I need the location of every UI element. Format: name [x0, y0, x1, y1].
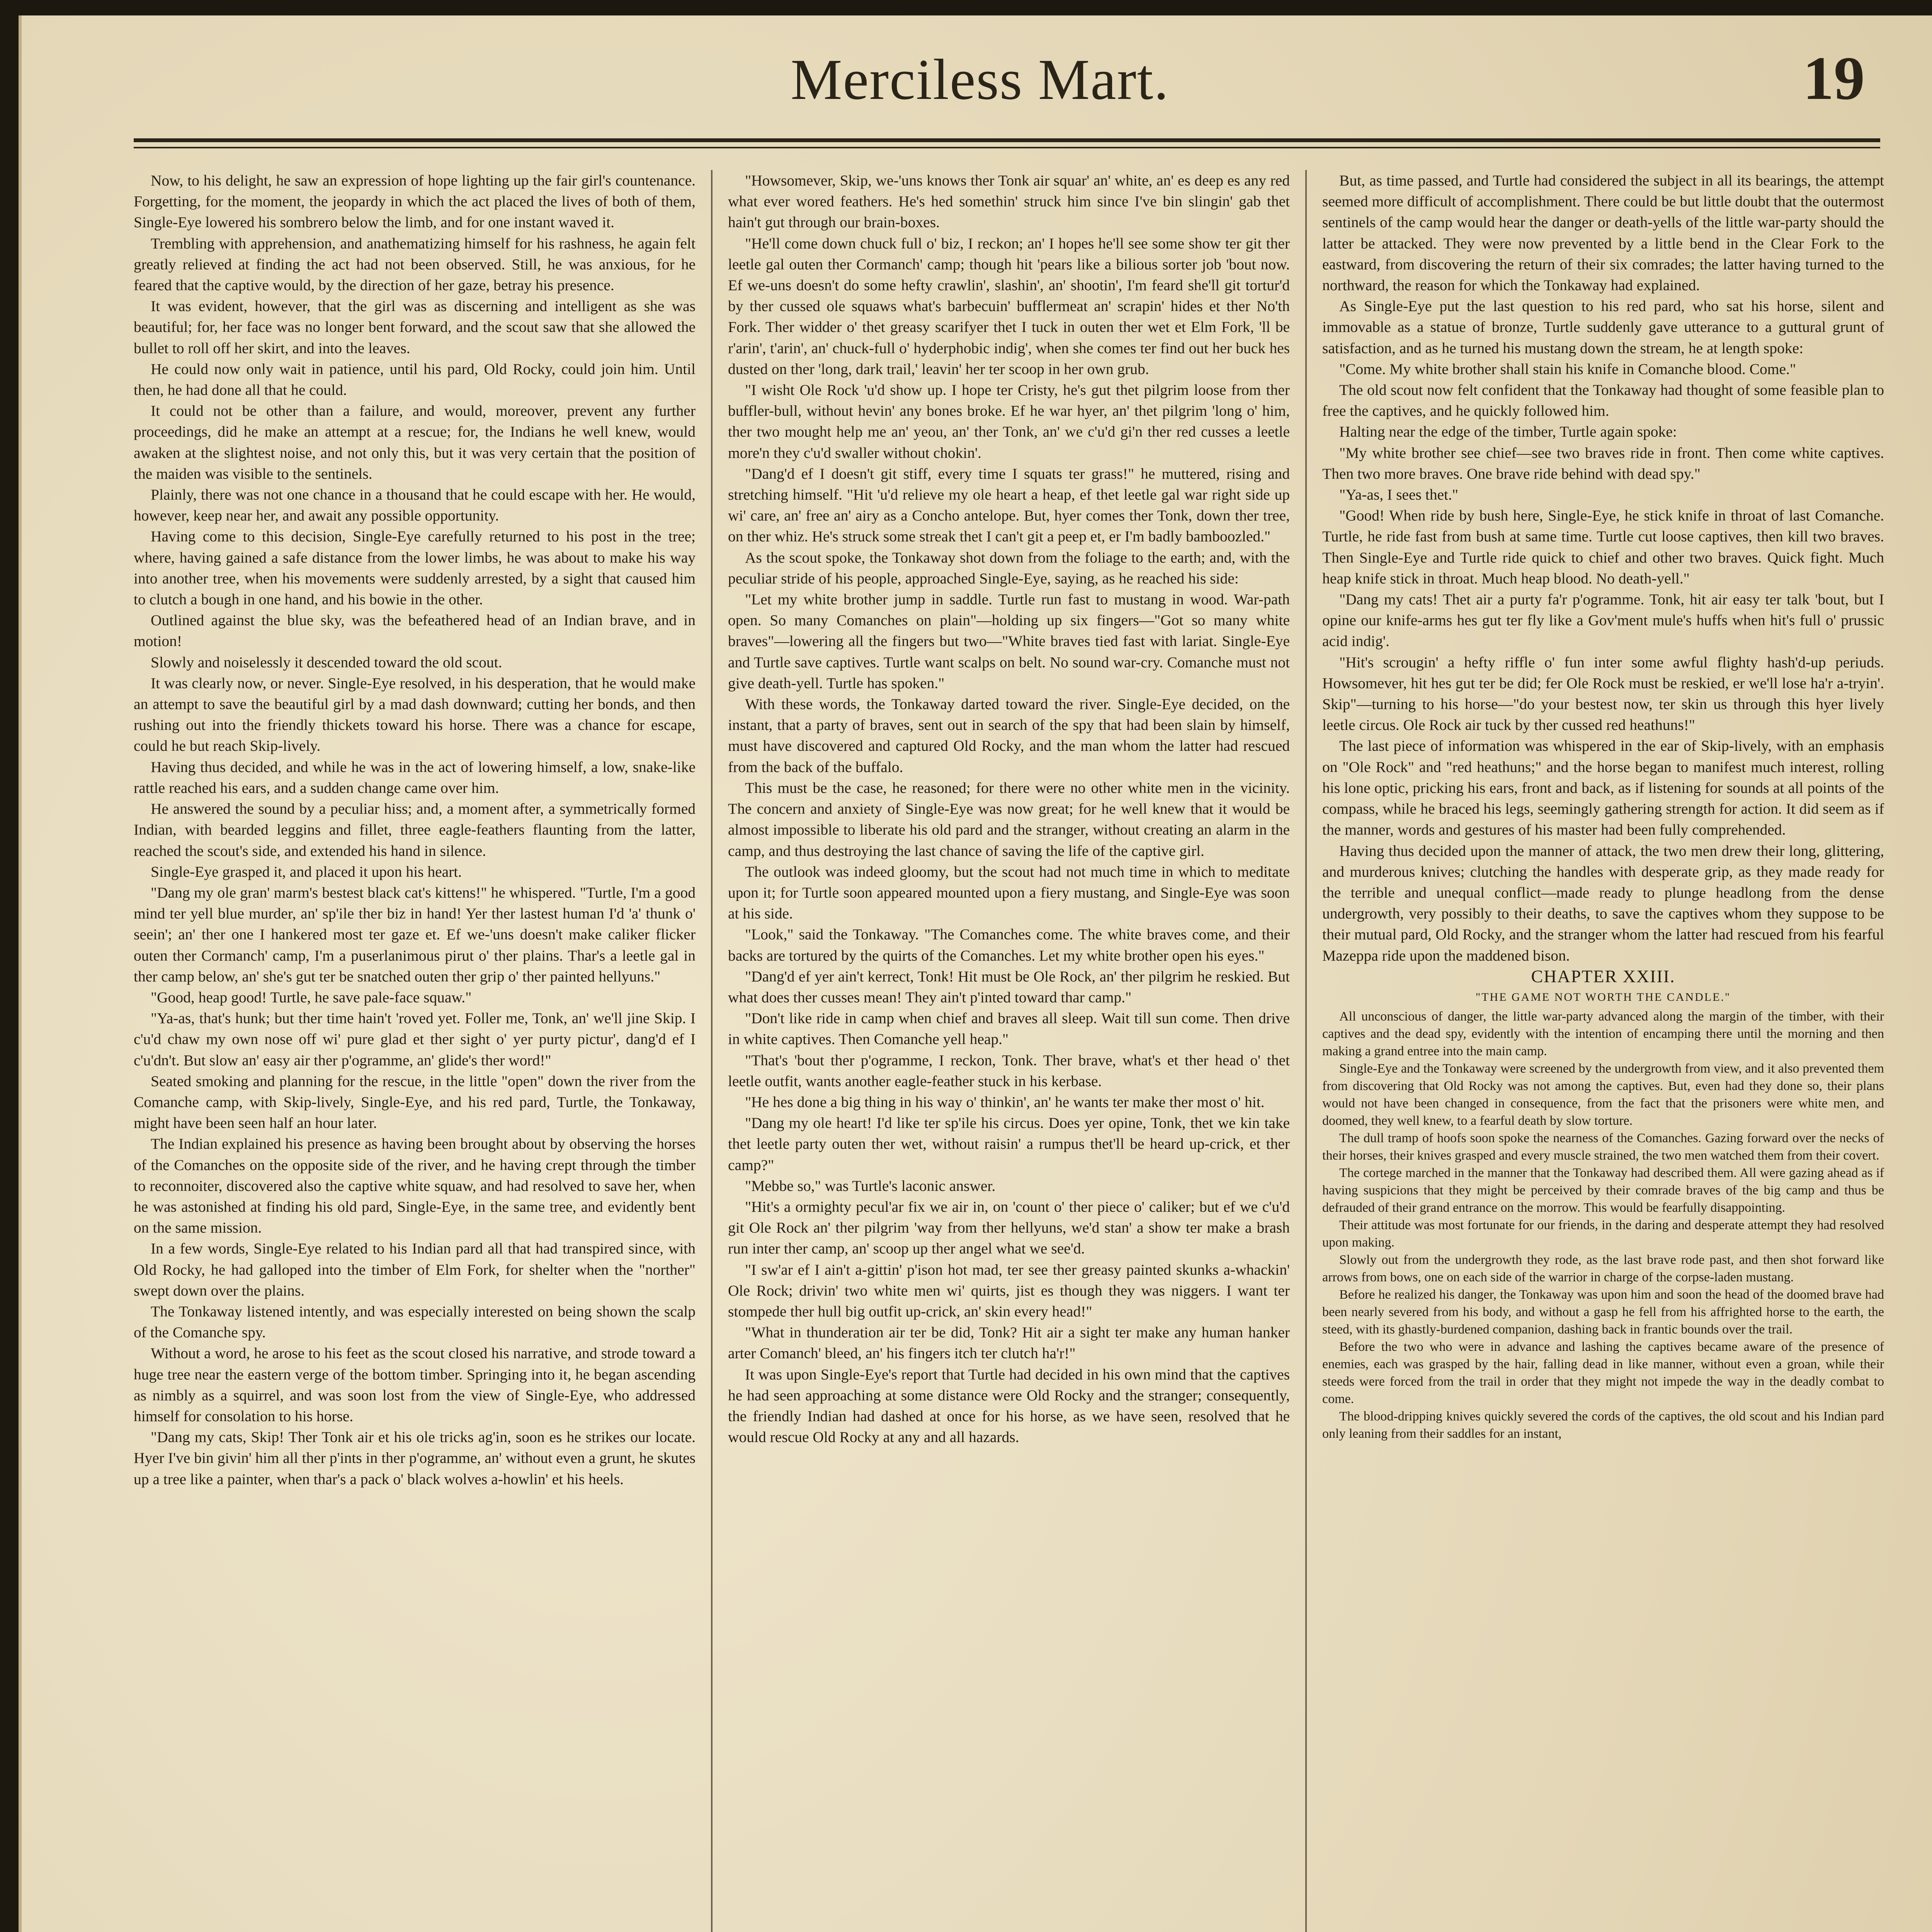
page-header: [22, 31, 1932, 128]
chapter-heading: CHAPTER XXIII.: [1531, 966, 1675, 986]
paragraph: Slowly out from the undergrowth they rode, as the last brave rode past, and then shot forward like arrows from bows, one on each side of the warrior in charge of the corpse-laden mustang.: [1322, 1253, 1884, 1285]
paragraph: Single-Eye and the Tonkaway were screened by the undergrowth from view, and it also prevented them from discovering that Old Rocky was not among the captives. But, even had they done so, their plans would not have been changed in consequence, from the fact that the prisoners were white men, and doomed, they well knew, to a fearful death by slow torture.: [1322, 1061, 1884, 1128]
paragraph: "Come. My white brother shall stain his knife in Comanche blood. Come.": [1339, 360, 1796, 378]
paragraph: All unconscious of danger, the little war-party advanced along the margin of the timber, with their captives and the dead spy, evidently with the intention of encamping there until the morning and then making a grand entree into the main camp.: [1322, 1009, 1884, 1059]
header-rule-thick: [134, 138, 1880, 142]
paragraph: It was evident, however, that the girl was as discerning and intelligent as she was beautiful; for, her face was no longer bent forward, and the scout saw that she allowed the bullet to roll off her skirt, and into the leaves.: [134, 298, 696, 357]
paragraph: "Ya-as, I sees thet.": [1339, 486, 1458, 503]
paragraph: "Dang'd ef I doesn't git stiff, every time I squats ter grass!" he muttered, rising and stretching himself. "Hit 'u'd relieve my ole heart a heap, ef thet leetle gal war right side up wi' care, an' free an' airy as a Concho antelope. But, hyer comes ther Tonk, down ther tree, on ther whiz. He's struck some streak thet I can't git a peep et, er I'm badly bamboozled.": [728, 465, 1290, 545]
running-title: Merciless Mart.: [791, 48, 1169, 112]
paragraph: As the scout spoke, the Tonkaway shot down from the foliage to the earth; and, with the peculiar stride of his people, approached Single-Eye, saying, as he reached his side:: [728, 549, 1290, 587]
paragraph: Their attitude was most fortunate for our friends, in the daring and desperate attempt they had resolved upon making.: [1322, 1218, 1884, 1250]
paragraph: He could now only wait in patience, until his pard, Old Rocky, could join him. Until then, he had done all that he could.: [134, 360, 696, 399]
paragraph: In a few words, Single-Eye related to his Indian pard all that had transpired since, with Old Rocky, he had galloped into the timber of Elm Fork, for shelter when the "norther" swept down over the plains.: [134, 1240, 696, 1299]
paragraph: "Dang my ole gran' marm's bestest black cat's kittens!" he whispered. "Turtle, I'm a good mind ter yell blue murder, an' sp'ile ther biz in hand! Yer ther lastest human I'd 'a' thunk o' seein'; an' ther one I hankered most ter gaze et. Ef we-'uns doesn't make caliker flicker outen ther Cormanch' camp, I'm a puserlanimous pirut o' ther plains. Thar's a leetle gal in ther camp below, an' she's gut ter be snatched outen ther grip o' ther painted hellyuns.": [134, 884, 696, 985]
paragraph: "Hit's scrougin' a hefty riffle o' fun inter some awful flighty hash'd-up periuds. Howsomever, hit hes gut ter be did; fer Ole Rock must be reskied, er we'll lose ha'r a-tryin'. Skip"—turning to his horse—"do your bestest now, ter skin us through this hyer lively leetle circus. Ole Rock air tuck by ther cussed red heathuns!": [1322, 653, 1884, 734]
paragraph: "Dang my cats, Skip! Ther Tonk air et his ole tricks ag'in, soon es he strikes our locate. Hyer I've bin givin' him all ther p'ints in ther p'ogramme, an' without even a grunt, he skutes up a tree like a painter, when thar's a pack o' black wolves a-howlin' et his heels.: [134, 1429, 696, 1488]
paragraph: Plainly, there was not one chance in a thousand that he could escape with her. He would, however, keep near her, and await any possible opportunity.: [134, 486, 696, 524]
paragraph: "Dang my ole heart! I'd like ter sp'ile his circus. Does yer opine, Tonk, thet we kin take thet leetle party outen ther wet, without raisin' a rumpus thet'll be heard up-crick, et ther camp?": [728, 1114, 1290, 1173]
paragraph: With these words, the Tonkaway darted toward the river. Single-Eye decided, on the instant, that a party of braves, sent out in search of the spy that had been slain by himself, must have discovered and captured Old Rocky, and the man whom the latter had rescued from the back of the buffalo.: [728, 696, 1290, 776]
paragraph: "My white brother see chief—see two braves ride in front. Then come white captives. Then two more braves. One brave ride behind with dead spy.": [1322, 444, 1884, 482]
paragraph: He answered the sound by a peculiar hiss; and, a moment after, a symmetrically formed Indian, with bearded leggins and fillet, three eagle-feathers flaunting from the latter, reached the scout's side, and extended his hand in silence.: [134, 800, 696, 859]
paragraph: "Howsomever, Skip, we-'uns knows ther Tonk air squar' an' white, an' es deep es any red what ever wored feathers. He's hed somethin' struck him since I've bin slingin' gab thet hain't gut through our brain-boxes.: [728, 172, 1290, 231]
paragraph: As Single-Eye put the last question to his red pard, who sat his horse, silent and immovable as a statue of bronze, Turtle suddenly gave utterance to a guttural grunt of satisfaction, and as he turned his mustang down the stream, he at length spoke:: [1322, 298, 1884, 357]
paragraph: "Dang my cats! Thet air a purty fa'r p'ogramme. Tonk, hit air easy ter talk 'bout, but I opine our knife-arms hes gut ter fly like a Gov'ment mule's huffs when hit's full o' prussic acid indig'.: [1322, 591, 1884, 650]
paragraph: The dull tramp of hoofs soon spoke the nearness of the Comanches. Gazing forward over the necks of their horses, their knives grasped and every muscle strained, the two men watched them from their covert.: [1322, 1131, 1884, 1163]
paragraph: The Indian explained his presence as having been brought about by observing the horses of the Comanches on the opposite side of the river, and he having crept through the timber to reconnoiter, discovered also the captive white squaw, and had resolved to save her, when he was astonished at finding his old pard, Single-Eye, in the same tree, and evidently bent on the same mission.: [134, 1135, 696, 1236]
paragraph: The Tonkaway listened intently, and was especially interested on being shown the scalp of the Comanche spy.: [134, 1303, 696, 1341]
paragraph: Having thus decided, and while he was in the act of lowering himself, a low, snake-like rattle reached his ears, and a sudden change came over him.: [134, 758, 696, 796]
paragraph: The outlook was indeed gloomy, but the scout had not much time in which to meditate upon it; for Turtle soon appeared mounted upon a fiery mustang, and Single-Eye was soon at his side.: [728, 863, 1290, 922]
paragraph: Having come to this decision, Single-Eye carefully returned to his post in the tree; where, having gained a safe distance from the lower limbs, he was about to make his way into another tree, when his movements were suddenly arrested, by a sight that caused him to clutch a bough in one hand, and his bowie in the other.: [134, 528, 696, 608]
paragraph: "Good, heap good! Turtle, he save pale-face squaw.": [151, 988, 472, 1006]
paragraph: Trembling with apprehension, and anathematizing himself for his rashness, he again felt greatly relieved at finding the act had not been observed. Still, he was anxious, for he feared that the captive would, by the direction of her gaze, betray his presence.: [134, 235, 696, 294]
paragraph: "I sw'ar ef I ain't a-gittin' p'ison hot mad, ter see ther greasy painted skunks a-whackin' Ole Rock; drivin' two white men wi' quirts, jist es though they was niggers. I want ter stompede ther hull big outfit up-crick, an' skin every head!": [728, 1261, 1290, 1320]
paragraph: Before he realized his danger, the Tonkaway was upon him and soon the head of the doomed brave had been nearly severed from his body, and without a gasp he fell from his affrighted horse to the earth, the steed, with its ghastly-burdened companion, dashing back in frantic bounds over the trail.: [1322, 1287, 1884, 1337]
paragraph: "Good! When ride by bush here, Single-Eye, he stick knife in throat of last Comanche. Turtle, he ride fast from bush at same time. Turtle cut loose captives, then kill two braves. Then Single-Eye and Turtle ride quick to chief and other two braves. Quick fight. Much heap knife stick in throat. Much heap blood. No death-yell.": [1322, 507, 1884, 587]
column-right-paragraphs: [1322, 170, 1884, 966]
column-right: [1305, 170, 1884, 1932]
chapter-subtitle: "THE GAME NOT WORTH THE CANDLE.": [1475, 990, 1731, 1003]
paragraph: It was upon Single-Eye's report that Turtle had decided in his own mind that the captives he had seen approaching at some distance were Old Rocky and the stranger; consequently, the friendly Indian had dashed at once for his horse, as we have seen, resolved that he would rescue Old Rocky at any and all hazards.: [728, 1366, 1290, 1446]
paragraph: Without a word, he arose to his feet as the scout closed his narrative, and strode toward a huge tree near the eastern verge of the bottom timber. Springing into it, he began ascending as nimbly as a squirrel, and was soon lost from the view of Single-Eye, who addressed himself for consolation to his horse.: [134, 1345, 696, 1425]
column-left: [134, 170, 696, 1932]
column-right-chapter-paragraphs: [1322, 1008, 1884, 1442]
paragraph: "I wisht Ole Rock 'u'd show up. I hope ter Cristy, he's gut thet pilgrim loose from ther buffler-bull, without hevin' any bones broke. Ef he war hyer, an' thet pilgrim 'long o' him, ther two mought help me an' yeou, an' ther Tonk, an' we c'u'd gi'n ther red cusses a leetle more'n they c'u'd swaller without chokin'.: [728, 381, 1290, 461]
paragraph: "He'll come down chuck full o' biz, I reckon; an' I hopes he'll see some show ter git ther leetle gal outen ther Cormanch' camp; though hit 'pears like a bilious sorter job 'bout now. Ef we-uns doesn't do some hefty crawlin', slashin', an' shootin', I'm feard she'll git tortur'd by ther cussed ole squaws what's barbecuin' bufflermeat an' scrapin' hides et ther No'th Fork. Ther widder o' thet greasy scarifyer thet I tuck in outen ther wet et Elm Fork, 'll be r'arin', t'arin', an' chuck-full o' hyderphobic indig', when she comes ter find out her buck hes dusted on ther 'long, dark trail,' leavin' her ter scoop in her own grub.: [728, 235, 1290, 378]
paragraph: "Ya-as, that's hunk; but ther time hain't 'roved yet. Foller me, Tonk, an' we'll jine Skip. I c'u'd chaw my own nose off wi' pure glad et ther sight o' yer purty pictur', dang'd ef I c'u'dn't. But slow an' easy air ther p'ogramme, an' glide's ther word!": [134, 1010, 696, 1069]
paragraph: Slowly and noiselessly it descended toward the old scout.: [151, 653, 502, 671]
paragraph: Having thus decided upon the manner of attack, the two men drew their long, glittering, and murderous knives; clutching the handles with desperate grip, as they made ready for the terrible and unequal conflict—made ready to plunge headlong from the dense undergrowth, very possibly to their deaths, to save the captives whom they suppose to be their mutual pard, Old Rocky, and the stranger whom the latter had rescued from his fearful Mazeppa ride upon the maddened bison.: [1322, 842, 1884, 964]
paragraph: "He hes done a big thing in his way o' thinkin', an' he wants ter make ther most o' hit.: [745, 1093, 1265, 1111]
header-rule-thin: [134, 147, 1880, 148]
paragraph: The cortege marched in the manner that the Tonkaway had described them. All were gazing ahead as if having suspicions that they might be perceived by their comrade braves of the big camp and thus be defrauded of their grand entrance on the morrow. This would be fearfully disappointing.: [1322, 1166, 1884, 1215]
paragraph: It could not be other than a failure, and would, moreover, prevent any further proceedings, did he make an attempt at a rescue; for, the Indians he well knew, would awaken at the slightest noise, and not only this, but it was very certain that the position of the maiden was visible to the sentinels.: [134, 402, 696, 482]
paragraph: Outlined against the blue sky, was the befeathered head of an Indian brave, and in motion!: [134, 612, 696, 650]
paragraph: The last piece of information was whispered in the ear of Skip-lively, with an emphasis on "Ole Rock" and "red heathuns;" and the horse began to manifest much interest, rolling his lone optic, pricking his ears, front and back, as if listening for sounds at all points of the compass, while he braced his legs, seemingly gathering strength for action. It did seem as if the manner, words and gestures of his master had been fully comprehended.: [1322, 737, 1884, 838]
paragraph: "Mebbe so," was Turtle's laconic answer.: [745, 1177, 996, 1194]
paragraph: "Let my white brother jump in saddle. Turtle run fast to mustang in wood. War-path open. So many Comanches on plain"—holding up six fingers—"Got so many white braves"—lowering all the fingers but two—"White braves tied fast with lariat. Single-Eye and Turtle save captives. Turtle want scalps on belt. No sound war-cry. Comanche must not give death-yell. Turtle has spoken.": [728, 591, 1290, 692]
magazine-page: [19, 15, 1932, 1932]
page-number: 19: [1803, 44, 1865, 112]
paragraph: Halting near the edge of the timber, Turtle again spoke:: [1339, 423, 1677, 440]
paragraph: It was clearly now, or never. Single-Eye resolved, in his desperation, that he would make an attempt to save the beautiful girl by a mad dash downward; cutting her bonds, and then rushing out into the friendly thickets toward his horse. There was a chance for escape, could he but reach Skip-lively.: [134, 674, 696, 755]
paragraph: But, as time passed, and Turtle had considered the subject in all its bearings, the attempt seemed more difficult of accomplishment. There could be but little doubt that the outermost sentinels of the camp would hear the danger or death-yells of the little war-party should the latter be attacked. They were now prevented by a little bend in the Clear Fork to the eastward, from discovering the return of their six comrades; the latter having turned to the northward, the reason for which the Tonkaway had explained.: [1322, 172, 1884, 294]
paragraph: "That's 'bout ther p'ogramme, I reckon, Tonk. Ther brave, what's et ther head o' thet leetle outfit, wants another eagle-feather stuck in his kerbase.: [728, 1051, 1290, 1090]
paragraph: "Dang'd ef yer ain't kerrect, Tonk! Hit must be Ole Rock, an' ther pilgrim he reskied. But what does ther cusses mean! They ain't p'inted toward thar camp.": [728, 968, 1290, 1006]
paragraph: Before the two who were in advance and lashing the captives became aware of the presence of enemies, each was grasped by the hair, falling dead in like manner, without even a groan, while their steeds were forced from the trail in order that they might not impede the way in the deadly combat to come.: [1322, 1340, 1884, 1406]
paragraph: The blood-dripping knives quickly severed the cords of the captives, the old scout and his Indian pard only leaning from their saddles for an instant,: [1322, 1409, 1884, 1441]
paragraph: "Hit's a ormighty pecul'ar fix we air in, on 'count o' ther piece o' caliker; but ef we c'u'd git Ole Rock an' ther pilgrim 'way from ther hellyuns, we'd stan' a show ter make a brash run inter ther camp, an' scoop up ther angel what we see'd.: [728, 1198, 1290, 1257]
paragraph: Seated smoking and planning for the rescue, in the little "open" down the river from the Comanche camp, with Skip-lively, Single-Eye, and his red pard, Turtle, the Tonkaway, might have been seen half an hour later.: [134, 1072, 696, 1132]
paragraph: "What in thunderation air ter be did, Tonk? Hit air a sight ter make any human hanker arter Comanch' bleed, an' his fingers itch ter clutch ha'r!": [728, 1324, 1290, 1362]
text-columns: [134, 170, 1884, 1932]
paragraph: Single-Eye grasped it, and placed it upon his heart.: [151, 863, 462, 880]
paragraph: "Look," said the Tonkaway. "The Comanches come. The white braves come, and their backs are tortured by the quirts of the Comanches. Let my white brother open his eyes.": [728, 926, 1290, 964]
paragraph: Now, to his delight, he saw an expression of hope lighting up the fair girl's countenance. Forgetting, for the moment, the jeopardy in which the act placed the lives of both of them, Single-Eye lowered his sombrero below the limb, and for one instant waved it.: [134, 172, 696, 231]
paragraph: The old scout now felt confident that the Tonkaway had thought of some feasible plan to free the captives, and he quickly followed him.: [1322, 381, 1884, 420]
paragraph: "Don't like ride in camp when chief and braves all sleep. Wait till sun come. Then drive in white captives. Then Comanche yell heap.": [728, 1010, 1290, 1048]
column-middle: [711, 170, 1290, 1932]
paragraph: This must be the case, he reasoned; for there were no other white men in the vicinity. The concern and anxiety of Single-Eye was now great; for he well knew that it would be almost impossible to liberate his old pard and the stranger, without creating an alarm in the camp, and thus destroying the last chance of saving the life of the captive girl.: [728, 779, 1290, 859]
